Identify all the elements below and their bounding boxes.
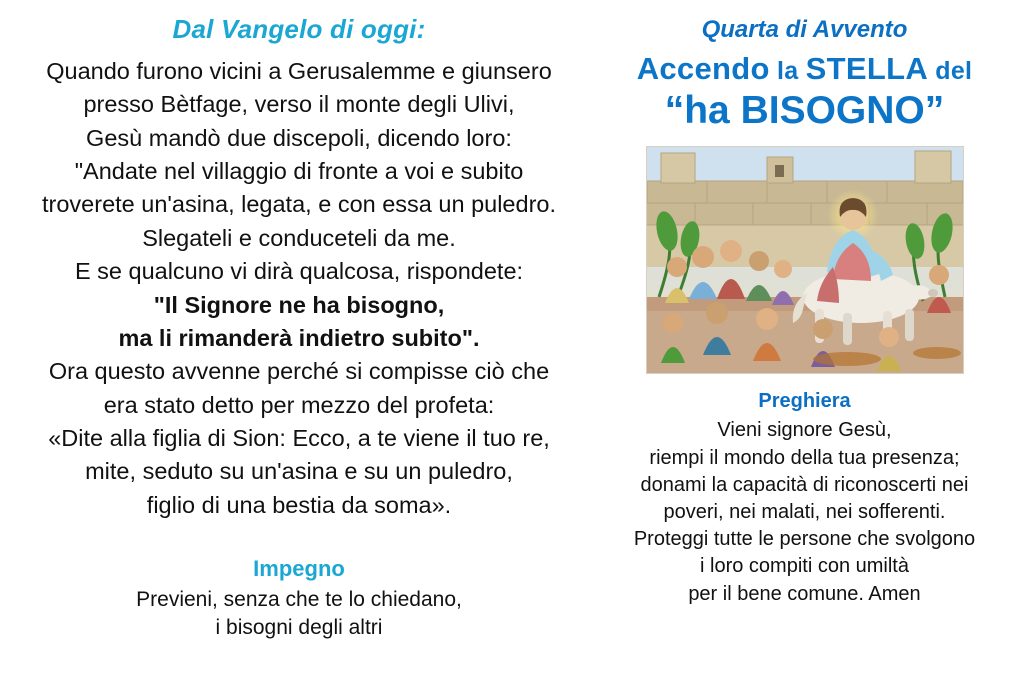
gospel-line: era stato detto per mezzo del profeta: <box>103 391 495 418</box>
gospel-line: mite, seduto su un'asina e su un puledro, <box>85 458 513 485</box>
prayer-text <box>634 417 975 607</box>
gospel-line: troverete un'asina, legata, e con essa un puledro. <box>42 191 556 218</box>
gesu-entra-in-gerusalemme-image <box>646 146 964 374</box>
gospel-line: «Dite alla figlia di Sion: Ecco, a te viene il tuo re, <box>48 424 550 451</box>
gospel-line: Ora questo avvenne perché si compisse ciò che <box>48 358 550 385</box>
gospel-text <box>42 55 556 522</box>
gospel-line: Quando furono vicini a Gerusalemme e giunsero <box>46 58 552 84</box>
impegno-line: i bisogni degli altri <box>215 616 383 640</box>
prayer-line: Vieni signore Gesù, <box>717 419 892 442</box>
gospel-line: figlio di una bestia da soma». <box>146 491 452 518</box>
prayer-line: per il bene comune. Amen <box>688 582 921 605</box>
prayer-line: poveri, nei malati, nei sofferenti. <box>663 500 946 523</box>
gospel-heading: Dal Vangelo di oggi: <box>172 14 426 44</box>
star-title-word-del: del <box>935 57 973 85</box>
star-title-word-stella: STELLA <box>805 51 929 86</box>
gospel-line: Slegateli e conduceteli da me. <box>142 224 456 251</box>
sunday-title: Quarta di Avvento <box>701 16 908 43</box>
star-title-line2: “ha BISOGNO” <box>664 88 945 132</box>
gospel-line: Gesù mandò due discepoli, dicendo loro: <box>86 124 512 151</box>
star-title <box>637 52 973 132</box>
impegno-title: Impegno <box>253 556 345 582</box>
prayer-title: Preghiera <box>758 390 851 413</box>
star-column <box>600 0 1015 693</box>
impegno-line: Previeni, senza che te lo chiedano, <box>136 588 462 612</box>
impegno-text <box>136 586 462 642</box>
gospel-line: "Andate nel villaggio di fronte a voi e subito <box>74 158 524 185</box>
star-title-word-accendo: Accendo <box>636 51 770 86</box>
prayer-line: donami la capacità di riconoscerti nei <box>640 473 969 496</box>
prayer-line: riempi il mondo della tua presenza; <box>649 446 960 469</box>
prayer-line: i loro compiti con umiltà <box>700 555 909 578</box>
prayer-line: Proteggi tutte le persone che svolgono <box>633 528 976 551</box>
gospel-line: presso Bètfage, verso il monte degli Ulivi, <box>83 91 515 118</box>
gospel-line: E se qualcuno vi dirà qualcosa, rispondete: <box>74 258 524 285</box>
gospel-line-emphasis: ma li rimanderà indietro subito". <box>118 324 480 351</box>
star-title-word-la: la <box>776 57 799 85</box>
gospel-line-emphasis: "Il Signore ne ha bisogno, <box>153 291 445 318</box>
